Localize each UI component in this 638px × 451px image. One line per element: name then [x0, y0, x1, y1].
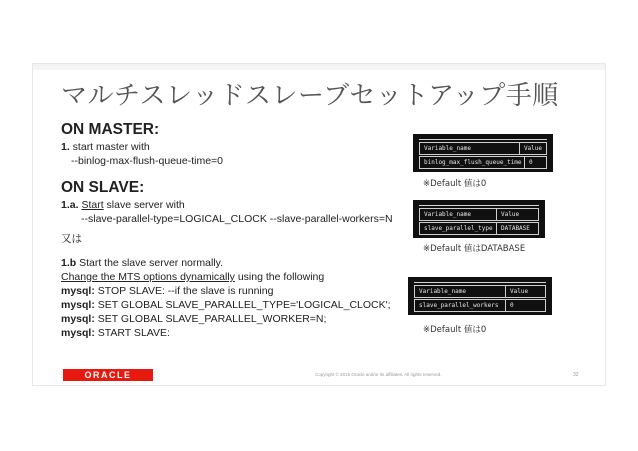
or-text: 又は	[61, 233, 82, 245]
slave-step-a-option: --slave-parallel-type=LOGICAL_CLOCK --slave-parallel-workers=N	[81, 213, 393, 225]
mts-options-link[interactable]: Change the MTS options dynamically	[61, 271, 235, 283]
mysql-prompt: mysql:	[61, 299, 95, 311]
terminal-value: 0	[529, 158, 533, 166]
command-text: SET GLOBAL SLAVE_PARALLEL_WORKER=N;	[94, 313, 327, 325]
oracle-logo: ORACLE	[63, 369, 153, 381]
slave-step-a-number: 1.a.	[61, 199, 79, 211]
start-link[interactable]: Start	[81, 199, 104, 211]
command-set-workers	[61, 312, 461, 326]
default-note-parallel-type: ※Default 値はDATABASE	[423, 244, 526, 254]
master-step	[61, 140, 461, 154]
terminal-header-variable: Variable_name	[415, 286, 506, 297]
command-start-slave	[61, 326, 461, 340]
slave-step-b-text: Start the slave server normally.	[76, 257, 224, 269]
mysql-prompt: mysql:	[61, 327, 95, 339]
master-step-number: 1.	[61, 141, 70, 153]
master-heading: ON MASTER:	[61, 121, 160, 138]
terminal-value: 0	[510, 301, 514, 309]
command-set-type	[61, 298, 461, 312]
command-text: START SLAVE:	[94, 327, 170, 339]
terminal-variable: binlog_max_flush_queue_time	[420, 157, 525, 168]
terminal-screenshot-parallel-type	[413, 200, 545, 238]
terminal-screenshot-binlog	[413, 134, 553, 172]
terminal-header-value: Value	[523, 144, 542, 152]
master-option: --binlog-max-flush-queue-time=0	[71, 155, 224, 167]
terminal-header-value: Value	[501, 210, 520, 218]
slave-step-b	[61, 256, 461, 270]
mysql-prompt: mysql:	[61, 285, 95, 297]
slave-step-b-number: 1.b	[61, 257, 77, 269]
mts-options-suffix: using the following	[234, 271, 325, 283]
command-text: SET GLOBAL SLAVE_PARALLEL_TYPE='LOGICAL_CLOCK';	[94, 299, 391, 311]
page-number: 32	[573, 372, 579, 378]
default-note-parallel-workers: ※Default 値は0	[423, 325, 487, 335]
command-stop-slave	[61, 284, 461, 298]
terminal-header-variable: Variable_name	[420, 209, 497, 220]
command-text: STOP SLAVE: --if the slave is running	[94, 285, 274, 297]
terminal-screenshot-parallel-workers	[408, 277, 552, 315]
copyright-text: Copyright © 2015 Oracle and/or its affiliates. All rights reserved.	[315, 372, 442, 377]
slave-step-a-text: slave server with	[103, 199, 185, 211]
terminal-value: DATABASE	[501, 224, 530, 232]
slave-step-a	[61, 198, 461, 212]
slide-header-band	[33, 64, 605, 70]
slave-heading: ON SLAVE:	[61, 179, 145, 196]
master-step-text: start master with	[69, 141, 150, 153]
default-note-binlog: ※Default 値は0	[423, 179, 487, 189]
mts-options-line	[61, 270, 461, 284]
terminal-variable: slave_parallel_type	[420, 223, 497, 234]
slide-content	[61, 120, 461, 340]
mysql-prompt: mysql:	[61, 313, 95, 325]
slide	[33, 64, 605, 385]
terminal-header-value: Value	[510, 287, 529, 295]
slide-title: マルチスレッドスレーブセットアップ手順	[61, 81, 559, 111]
terminal-variable: slave_parallel_workers	[415, 300, 506, 311]
terminal-header-variable: Variable_name	[420, 143, 520, 154]
